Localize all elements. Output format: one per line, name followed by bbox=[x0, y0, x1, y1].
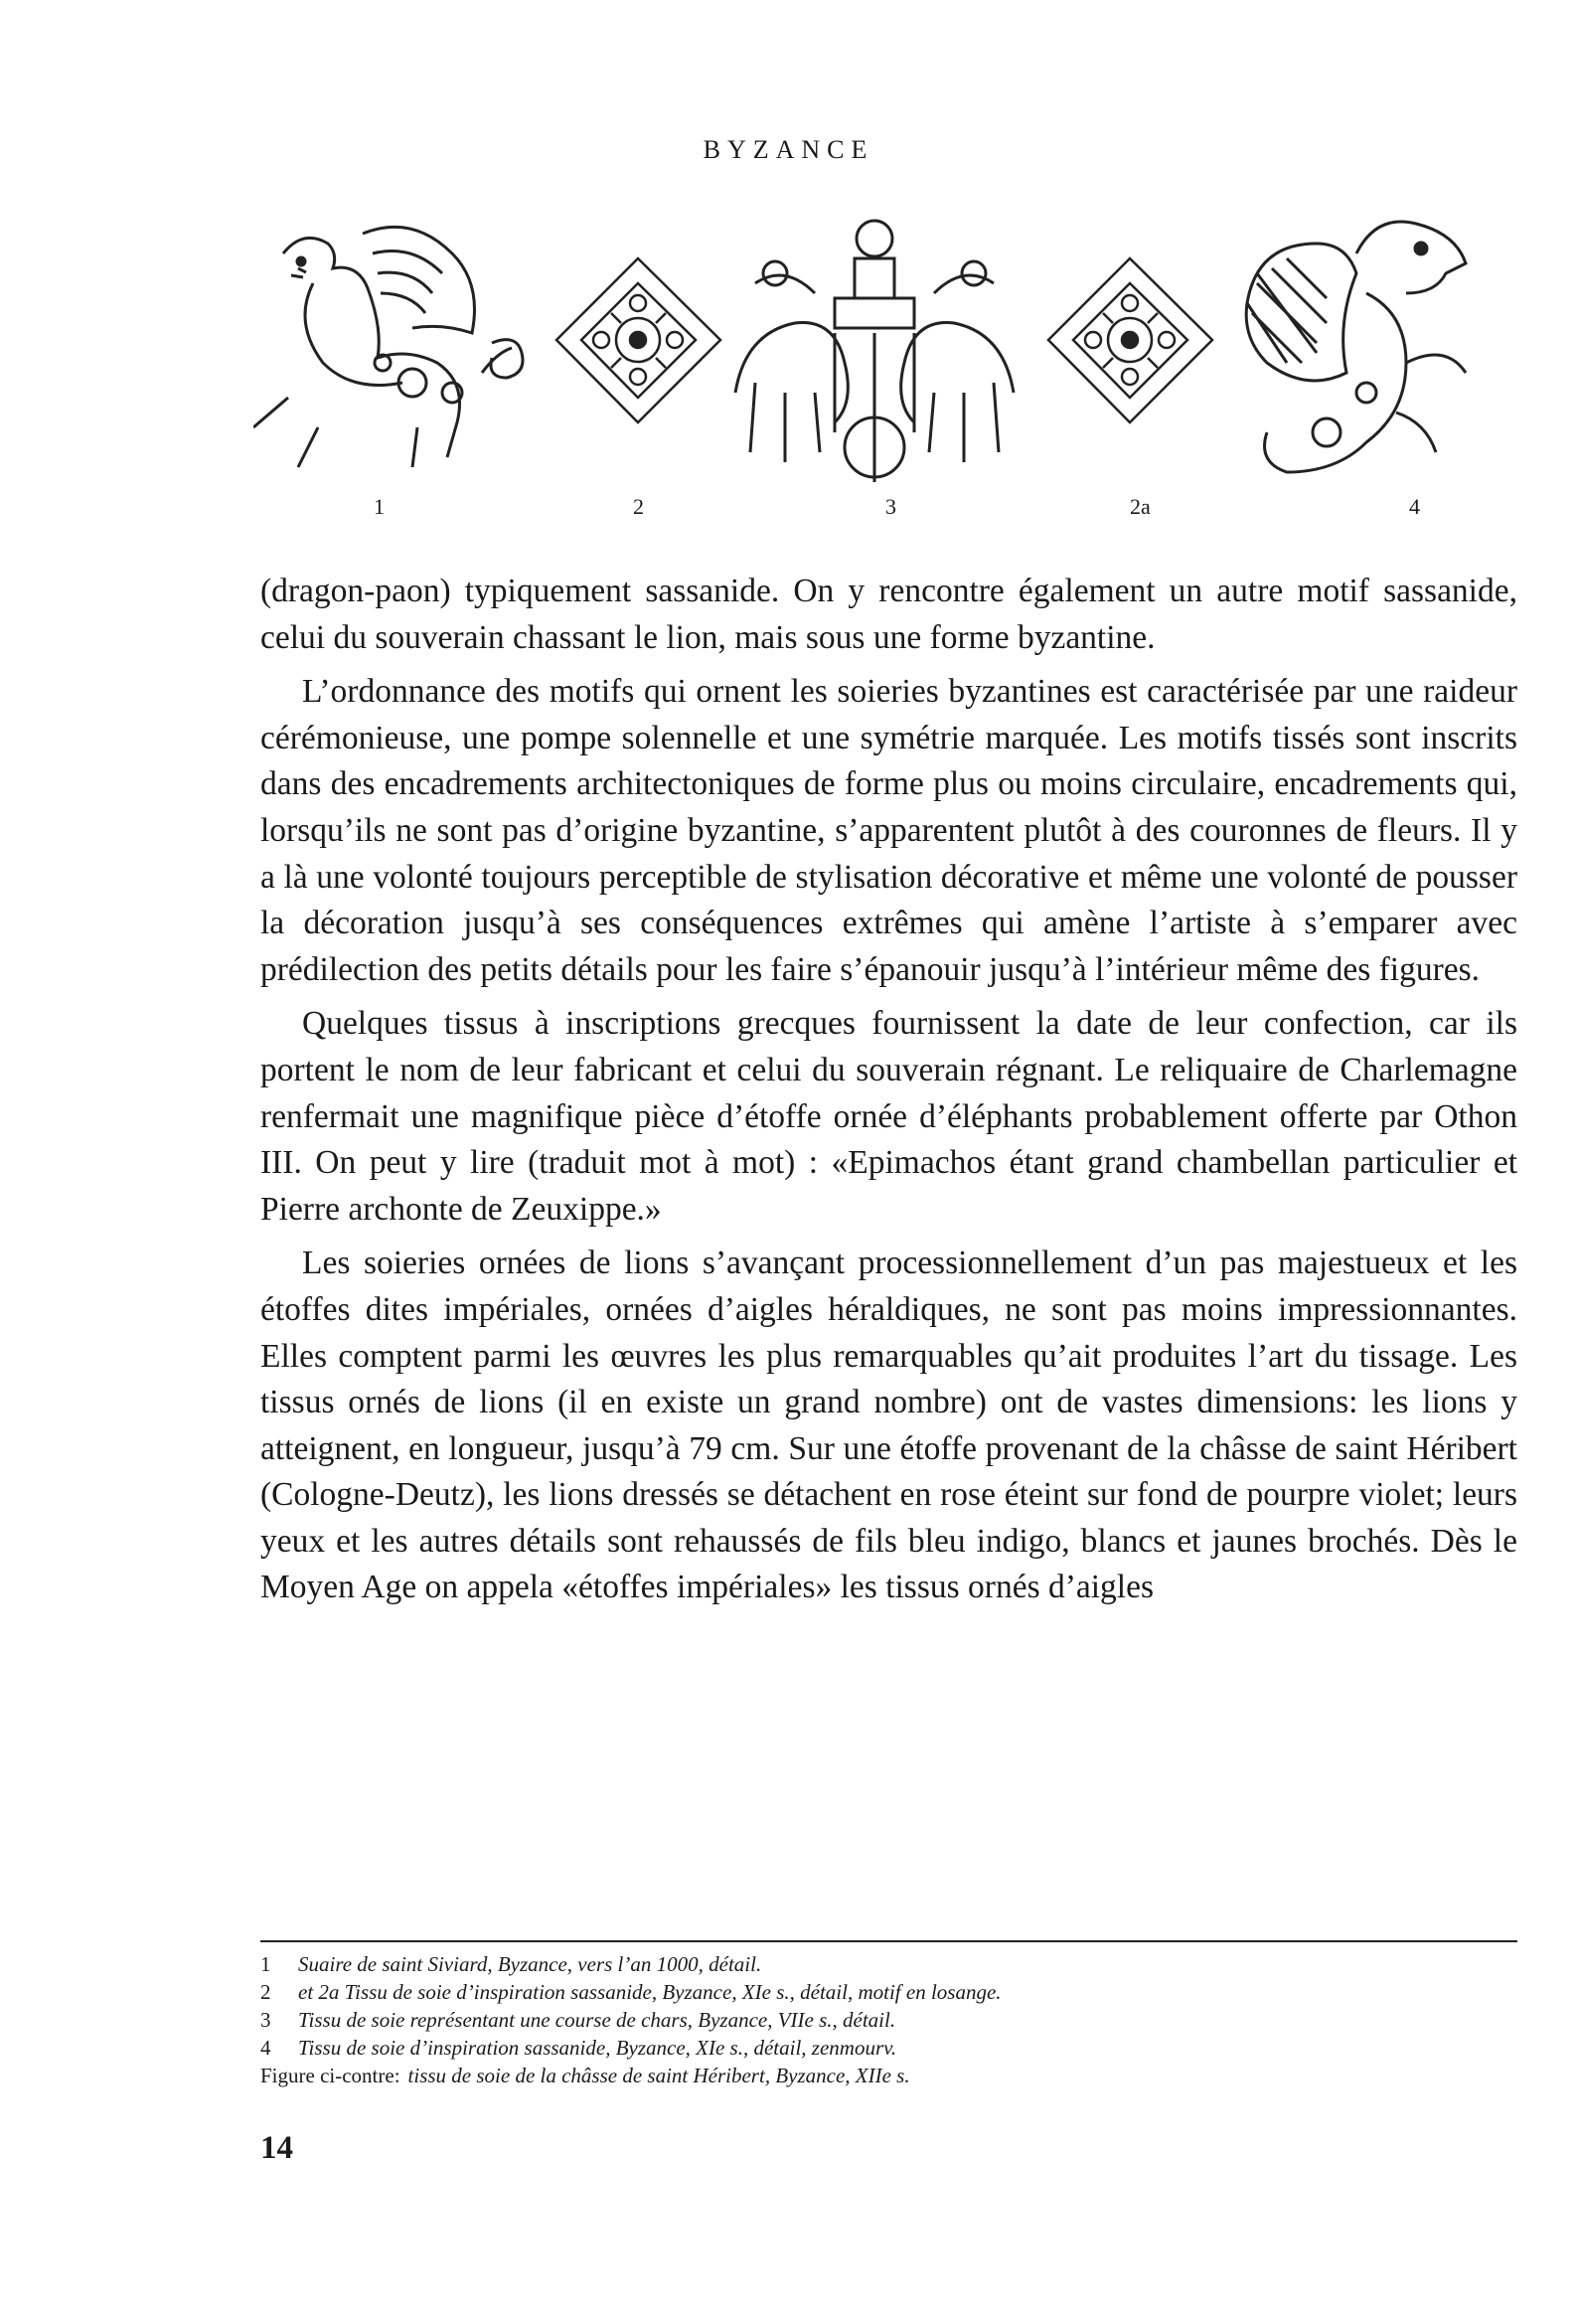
footnote bbox=[260, 2006, 1517, 2034]
footnotes bbox=[260, 1950, 1517, 2089]
figure-label: 2 bbox=[633, 494, 644, 519]
figure-label: 4 bbox=[1409, 494, 1420, 519]
footnote-number: 4 bbox=[260, 2036, 271, 2060]
figure-strip bbox=[253, 214, 1476, 512]
caption-label: Figure ci-contre: bbox=[260, 2064, 400, 2087]
footnote-text: et 2a Tissu de soie d’inspiration sassanide, Byzance, XIe s., détail, motif en losange. bbox=[298, 1980, 1002, 2004]
page-number: 14 bbox=[260, 2130, 293, 2166]
lozenge-motif-icon bbox=[1043, 253, 1217, 427]
footnote-number: 3 bbox=[260, 2008, 271, 2032]
paragraph: (dragon-paon) typiquement sassanide. On y rencontre également un autre motif sassanide, celui du souverain chassant le lion, mais sous une forme byzantine. bbox=[260, 573, 1517, 656]
griffin-icon bbox=[253, 214, 537, 477]
footnote bbox=[260, 2034, 1517, 2062]
figure-label: 2a bbox=[1130, 494, 1151, 519]
body-text bbox=[260, 569, 1517, 1619]
caption-text: tissu de soie de la châsse de saint Héribert, Byzance, XIIe s. bbox=[407, 2064, 910, 2087]
footnote bbox=[260, 1978, 1517, 2006]
footnote-number: 1 bbox=[260, 1952, 271, 1976]
figure-label: 1 bbox=[374, 494, 385, 519]
footnote-text: Tissu de soie d’inspiration sassanide, Byzance, XIe s., détail, zenmourv. bbox=[298, 2036, 897, 2060]
footnote-text: Tissu de soie représentant une course de chars, Byzance, VIIe s., détail. bbox=[298, 2008, 896, 2032]
figure-caption bbox=[260, 2062, 1517, 2089]
footnote-number: 2 bbox=[260, 1980, 271, 2004]
paragraph: Les soieries ornées de lions s’avançant processionnellement d’un pas majestueux et les étoffes dites impériales, ornées d’aigles héraldiques, ne sont pas moins impressionnantes. Elles comptent parmi les œuvres les plus remarquables qu’ait produites l’art du tissage. Les tissus ornés de lions (il en existe un grand nombre) ont de vastes dimensions: les lions y atteignent, en longueur, jusqu’à 79 cm. Sur une étoffe provenant de la châsse de saint Héribert (Cologne-Deutz), les lions dressés se détachent en rose éteint sur fond de pourpre violet; leurs yeux et les autres détails sont rehaussés de fils bleu indigo, blancs et jaunes brochés. Dès le Moyen Age on appela «étoffes impériales» les tissus ornés d’aigles bbox=[260, 1245, 1517, 1606]
footnote bbox=[260, 1950, 1517, 1978]
figure-label: 3 bbox=[885, 494, 896, 519]
senmurv-icon bbox=[1227, 214, 1476, 487]
running-title: BYZANCE bbox=[703, 135, 874, 164]
paragraph: L’ordonnance des motifs qui ornent les soieries byzantines est caractérisée par une raideur cérémonieuse, une pompe solennelle et une symétrie marquée. Les motifs tissés sont inscrits dans des encadrements architectoniques de forme plus ou moins circulaire, encadrements qui, lorsqu’ils ne sont pas d’origine byzantine, s’apparentent plutôt à des couronnes de fleurs. Il y a là une volonté toujours perceptible de stylisation décorative et même une volonté de pousser la décoration jusqu’à ses conséquences extrêmes qui amène l’artiste à s’emparer avec prédilection des petits détails pour les faire s’épanouir jusqu’à l’intérieur même des figures. bbox=[260, 673, 1517, 988]
footnote-text: Suaire de saint Siviard, Byzance, vers l’an 1000, détail. bbox=[298, 1952, 762, 1976]
paragraph: Quelques tissus à inscriptions grecques fournissent la date de leur confection, car ils portent le nom de leur fabricant et celui du souverain régnant. Le reliquaire de Charlemagne renfermait une magnifique pièce d’étoffe ornée d’éléphants probablement offerte par Othon III. On peut y lire (traduit mot à mot) : «Epimachos étant grand chambellan particulier et Pierre archonte de Zeuxippe.» bbox=[260, 1005, 1517, 1228]
footnote-divider bbox=[260, 1940, 1517, 1942]
lozenge-motif-icon bbox=[552, 253, 725, 427]
chariot-race-icon bbox=[715, 214, 1033, 487]
